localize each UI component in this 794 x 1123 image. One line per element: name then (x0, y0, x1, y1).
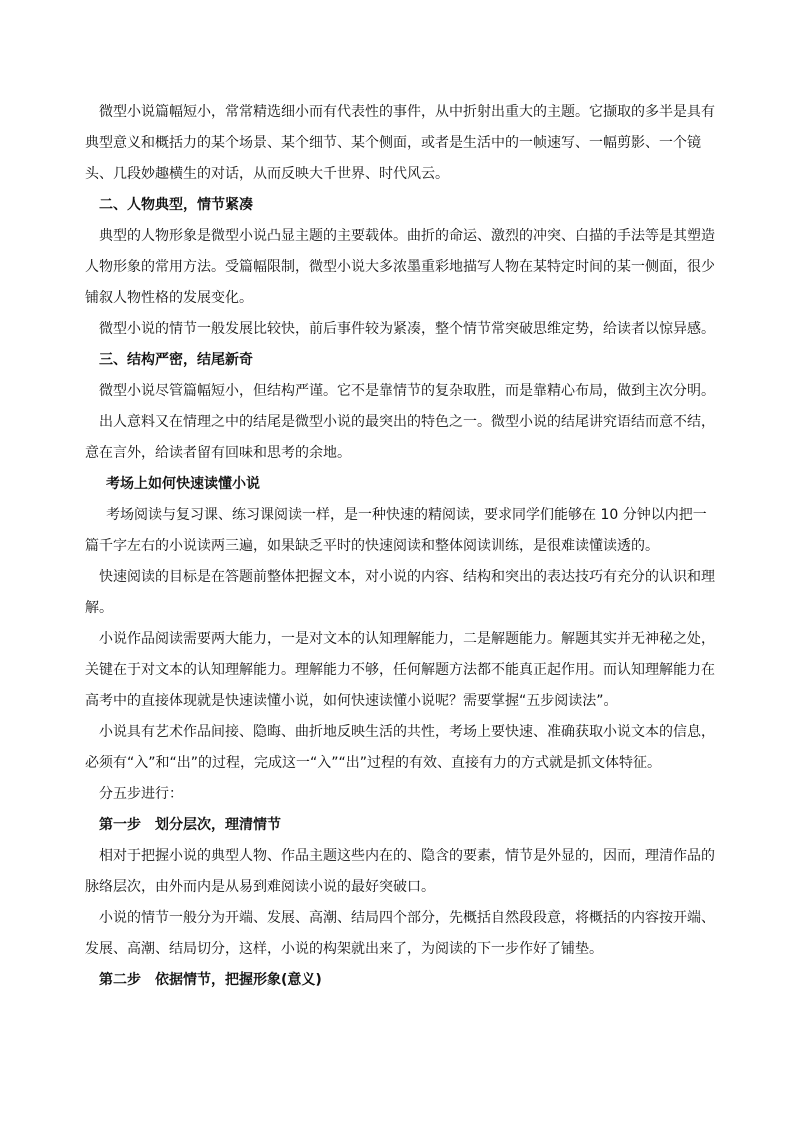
paragraph: 微型小说篇幅短小，常常精选细小而有代表性的事件，从中折射出重大的主题。它撷取的多半是具有典型意义和概括力的某个场景、某个细节、某个侧面，或者是生活中的一帧速写、一幅剪影、一个镜头、几段妙趣横生的对话，从而反映大千世界、时代风云。 (85, 104, 715, 182)
section-heading: 考场上如何快速读懂小说 (106, 476, 260, 492)
paragraph: 出人意料又在情理之中的结尾是微型小说的最突出的特色之一。微型小说的结尾讲究语结而意不结，意在言外，给读者留有回味和思考的余地。 (85, 414, 715, 461)
paragraph: 微型小说的情节一般发展比较快，前后事件较为紧凑，整个情节常突破思维定势，给读者以惊异感。 (99, 321, 715, 337)
section-heading: 第二步 依据情节，把握形象(意义) (99, 972, 322, 988)
section-heading: 第一步 划分层次，理清情节 (99, 817, 281, 833)
paragraph: 小说的情节一般分为开端、发展、高潮、结局四个部分，先概括自然段段意，将概括的内容按开端、发展、高潮、结局切分，这样，小说的构架就出来了，为阅读的下一步作好了铺垫。 (85, 910, 715, 957)
paragraph: 相对于把握小说的典型人物、作品主题这些内在的、隐含的要素，情节是外显的，因而，理清作品的脉络层次，由外而内是从易到难阅读小说的最好突破口。 (85, 848, 715, 895)
document-body (85, 97, 715, 996)
paragraph: 典型的人物形象是微型小说凸显主题的主要载体。曲折的命运、激烈的冲突、白描的手法等是其塑造人物形象的常用方法。受篇幅限制，微型小说大多浓墨重彩地描写人物在某特定时间的某一侧面，很少铺叙人物性格的发展变化。 (85, 228, 715, 306)
paragraph: 微型小说尽管篇幅短小，但结构严谨。它不是靠情节的复杂取胜，而是靠精心布局，做到主次分明。 (99, 383, 715, 399)
paragraph: 快速阅读的目标是在答题前整体把握文本，对小说的内容、结构和突出的表达技巧有充分的认识和理解。 (85, 569, 715, 616)
paragraph: 小说具有艺术作品间接、隐晦、曲折地反映生活的共性，考场上要快速、准确获取小说文本的信息，必须有“入”和“出”的过程，完成这一“入”“出”过程的有效、直接有力的方式就是抓文体特征。 (85, 724, 715, 771)
section-heading: 三、结构严密，结尾新奇 (99, 352, 253, 368)
paragraph: 小说作品阅读需要两大能力，一是对文本的认知理解能力，二是解题能力。解题其实并无神秘之处，关键在于对文本的认知理解能力。理解能力不够，任何解题方法都不能真正起作用。而认知理解能力在高考中的直接体现就是快速读懂小说，如何快速读懂小说呢？需要掌握“五步阅读法”。 (85, 631, 715, 709)
paragraph: 分五步进行： (99, 786, 183, 802)
section-heading: 二、人物典型，情节紧凑 (99, 197, 253, 213)
paragraph: 考场阅读与复习课、练习课阅读一样，是一种快速的精阅读，要求同学们能够在 10 分钟以内把一篇千字左右的小说读两三遍，如果缺乏平时的快速阅读和整体阅读训练，是很难读懂读透的。 (85, 507, 707, 554)
